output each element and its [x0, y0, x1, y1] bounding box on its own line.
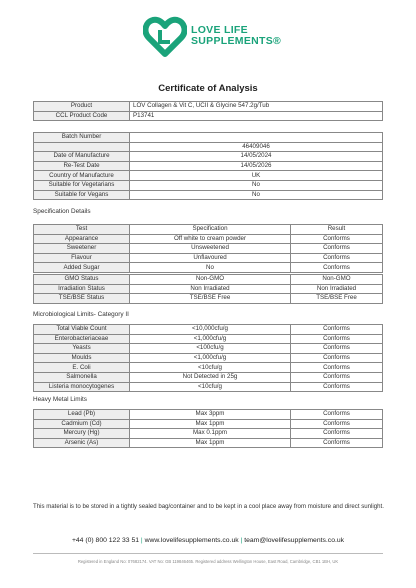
contact-phone[interactable]: +44 (0) 800 122 33 51 [71, 537, 140, 544]
specification: Not Detected in 25g [130, 372, 291, 382]
table-row [34, 234, 383, 244]
table-row [34, 294, 383, 304]
table-row [34, 284, 383, 294]
specification: <1,000cfu/g [130, 353, 291, 363]
test-name: Arsenic (As) [34, 438, 130, 448]
test-name: Sweetener [34, 244, 130, 254]
contact-separator-2: | [240, 537, 243, 544]
micro-heading: Microbiological Limits- Category II [33, 311, 129, 318]
test-name: Listeria monocytogenes [34, 382, 130, 392]
specification: <100cfu/g [130, 344, 291, 354]
test-name: Moulds [34, 353, 130, 363]
result: Conforms [291, 334, 383, 344]
table-row [34, 363, 383, 373]
contact-separator-1: | [140, 537, 143, 544]
specification: <1,000cfu/g [130, 334, 291, 344]
table-row [34, 372, 383, 382]
table-row [34, 334, 383, 344]
result: Conforms [291, 372, 383, 382]
result: Conforms [291, 363, 383, 373]
batch-table [33, 132, 383, 200]
table-row [34, 419, 383, 429]
test-name: Mercury (Hg) [34, 429, 130, 439]
row-label: CCL Product Code [34, 111, 130, 121]
specification: Non Irradiated [130, 284, 291, 294]
row-label: Re-Test Date [34, 161, 130, 171]
metal-heading: Heavy Metal Limits [33, 396, 87, 403]
row-label: Country of Manufacture [34, 171, 130, 181]
spec-heading: Specification Details [33, 208, 91, 215]
table-row [34, 244, 383, 254]
specification: Max 1ppm [130, 419, 291, 429]
row-label: Batch Number [34, 133, 130, 143]
result: Conforms [291, 244, 383, 254]
test-name: Added Sugar [34, 263, 130, 273]
row-value: No [130, 180, 383, 190]
test-name: Appearance [34, 234, 130, 244]
test-name: TSE/BSE Status [34, 294, 130, 304]
table-row [34, 253, 383, 263]
row-label [34, 142, 130, 152]
specification: Specification [130, 225, 291, 235]
brand-line-2: SUPPLEMENTS® [191, 35, 282, 47]
test-name: GMO Status [34, 275, 130, 285]
page-title: Certificate of Analysis [158, 83, 258, 94]
micro-table [33, 324, 383, 392]
spec-table [33, 224, 383, 273]
table-row [34, 344, 383, 354]
specification: No [130, 263, 291, 273]
result: Conforms [291, 325, 383, 335]
table-row [34, 410, 383, 420]
result: Conforms [291, 410, 383, 420]
test-name: Total Viable Count [34, 325, 130, 335]
table-row [34, 325, 383, 335]
storage-note: This material is to be stored in a tightly sealed bag/container and to be kept in a cool place away from moisture and direct sunlight. [33, 503, 384, 510]
result: Non Irradiated [291, 284, 383, 294]
row-value: 46409046 [130, 142, 383, 152]
table-row [34, 263, 383, 273]
table-row [34, 142, 383, 152]
result: Conforms [291, 344, 383, 354]
specification: <10cfu/g [130, 382, 291, 392]
test-name: Flavour [34, 253, 130, 263]
row-label: Date of Manufacture [34, 152, 130, 162]
table-row [34, 190, 383, 200]
specification: Max 1ppm [130, 438, 291, 448]
row-value: LOV Collagen & Vit C, UCII & Glycine 547.2g/Tub [130, 102, 383, 112]
table-row [34, 438, 383, 448]
result: Conforms [291, 382, 383, 392]
specification: Max 0.1ppm [130, 429, 291, 439]
table-row [34, 102, 383, 112]
result: TSE/BSE Free [291, 294, 383, 304]
table-row [34, 171, 383, 181]
table-row [34, 152, 383, 162]
result: Conforms [291, 234, 383, 244]
heart-logo-icon [143, 14, 187, 58]
product-table [33, 101, 383, 121]
test-name: Lead (Pb) [34, 410, 130, 420]
row-value [130, 133, 383, 143]
specification: <10cfu/g [130, 363, 291, 373]
test-name: Salmonella [34, 372, 130, 382]
table-row [34, 353, 383, 363]
brand-name [191, 25, 281, 47]
row-label: Suitable for Vegans [34, 190, 130, 200]
result: Conforms [291, 438, 383, 448]
specification: Unsweetened [130, 244, 291, 254]
specification: Max 3ppm [130, 410, 291, 420]
result: Conforms [291, 253, 383, 263]
table-row [34, 111, 383, 121]
row-value: 14/05/2024 [130, 152, 383, 162]
metal-table [33, 409, 383, 448]
result: Conforms [291, 419, 383, 429]
specification: <10,000cfu/g [130, 325, 291, 335]
test-name: Test [34, 225, 130, 235]
test-name: Irradiation Status [34, 284, 130, 294]
table-row [34, 275, 383, 285]
row-value: No [130, 190, 383, 200]
specification: Off white to cream powder [130, 234, 291, 244]
table-row [34, 382, 383, 392]
table-row [34, 161, 383, 171]
table-row [34, 429, 383, 439]
test-name: Enterobacteriaceae [34, 334, 130, 344]
table-row [34, 180, 383, 190]
contact-line [0, 537, 416, 544]
test-name: Cadmium (Cd) [34, 419, 130, 429]
result: Result [291, 225, 383, 235]
footer-legal: Registered in England No: 07682174. VAT No: GB 119846465. Registered address Wellington House, East Road, Cambridge, CB1 1BH, UK [77, 559, 339, 564]
specification: Non-GMO [130, 275, 291, 285]
result: Conforms [291, 263, 383, 273]
contact-web[interactable]: www.lovelifesupplements.co.uk [144, 537, 239, 544]
test-name: Yeasts [34, 344, 130, 354]
result: Conforms [291, 429, 383, 439]
gmo-table [33, 274, 383, 304]
brand-logo [143, 14, 283, 60]
table-row [34, 133, 383, 143]
test-name: E. Coli [34, 363, 130, 373]
row-label: Product [34, 102, 130, 112]
table-row [34, 225, 383, 235]
result: Non-GMO [291, 275, 383, 285]
row-value: UK [130, 171, 383, 181]
brand-line-1: LOVE LIFE [191, 24, 248, 36]
specification: TSE/BSE Free [130, 294, 291, 304]
footer-divider [33, 553, 383, 554]
row-value: P13741 [130, 111, 383, 121]
row-value: 14/05/2026 [130, 161, 383, 171]
contact-email[interactable]: team@lovelifesupplements.co.uk [244, 537, 345, 544]
result: Conforms [291, 353, 383, 363]
row-label: Suitable for Vegetarians [34, 180, 130, 190]
specification: Unflavoured [130, 253, 291, 263]
